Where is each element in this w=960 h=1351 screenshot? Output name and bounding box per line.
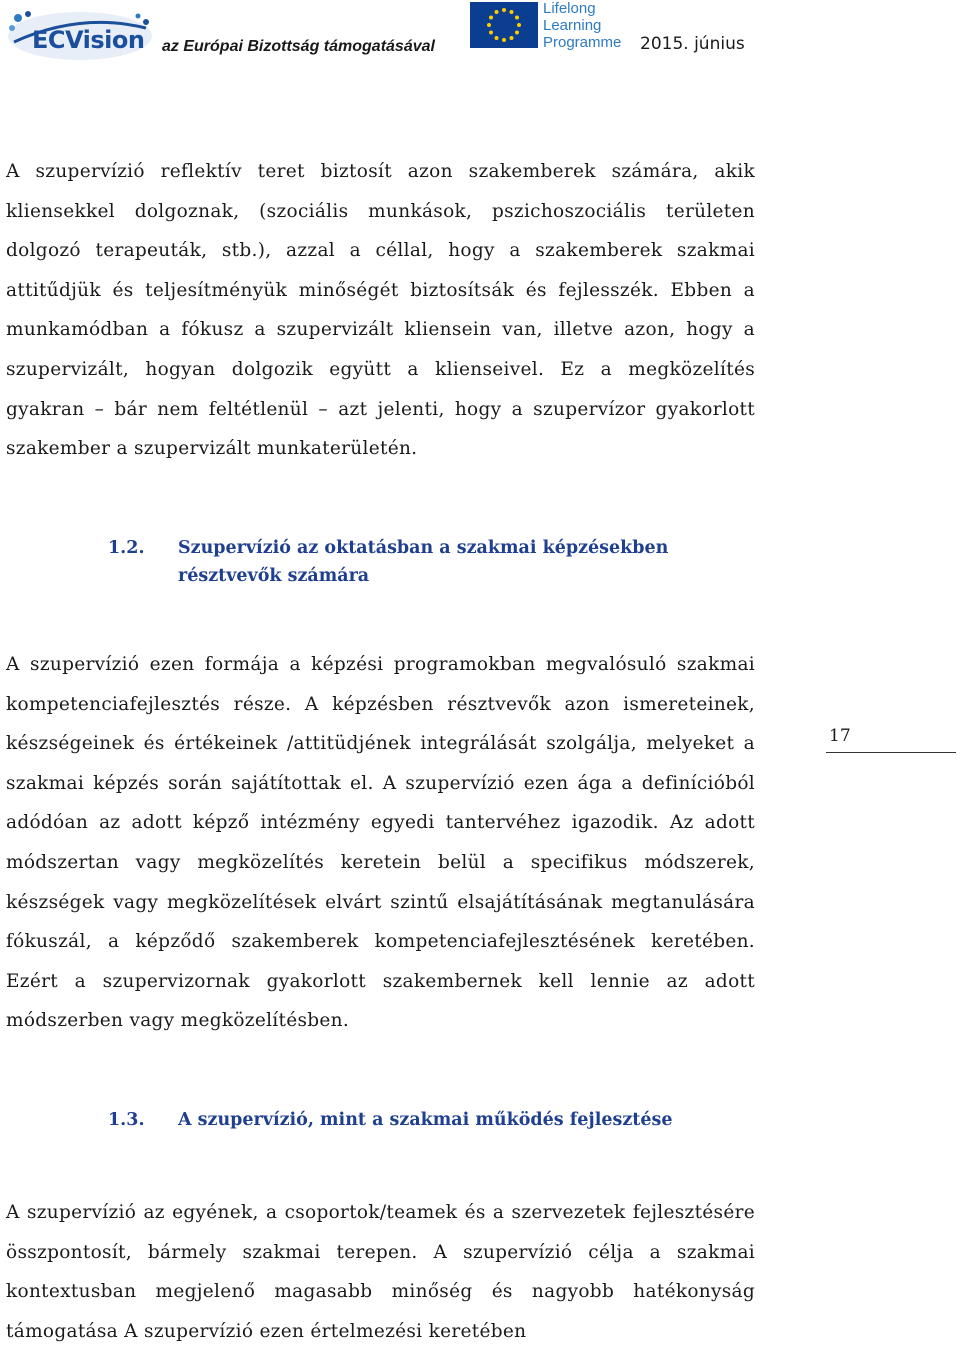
lifelong-learning-programme-logo [543, 0, 621, 51]
ecvision-logo-text: ECVision [32, 26, 145, 54]
section-title: A szupervízió, mint a szakmai működés fejlesztése [178, 1110, 673, 1130]
section-title: Szupervízió az oktatásban a szakmai képzésekben résztvevők számára [178, 538, 669, 586]
eu-flag-icon [470, 2, 538, 48]
paragraph-intro: A szupervízió reflektív teret biztosít azon szakemberek számára, akik kliensekkel dolgoznak, (szociális munkások, pszichoszociális területen dolgozó terapeuták, stb.), azzal a céllal, hogy a szakemberek szakmai attitűdjük és teljesítményük minőségét biztosítsák és fejlesszék. Ebben a munkamódban a fókusz a szupervizált kliensein van, illetve azon, hogy a szupervizált, hogyan dolgozik együtt a klienseivel. Ez a megközelítés gyakran – bár nem feltétlenül – azt jelenti, hogy a szupervízor gyakorlott szakember a szupervizált munkaterületén. [6, 161, 755, 460]
programme-line-1: Lifelong [543, 0, 596, 17]
section-number: 1.3. [108, 1110, 145, 1130]
eu-support-text: az Európai Bizottság támogatásával [162, 38, 435, 55]
header-date: 2015. június [640, 34, 745, 54]
paragraph-professional-development: A szupervízió az egyének, a csoportok/teamek és a szervezetek fejlesztésére összpontosít, bármely szakmai terepen. A szupervízió célja a szakmai kontextusban megjelenő magasabb minőség és nagyobb hatékonyság támogatása A szupervízió ezen értelmezési keretében [6, 1202, 755, 1342]
section-number: 1.2. [108, 538, 145, 558]
programme-line-2: Learning [543, 17, 602, 34]
page-number: 17 [829, 726, 851, 746]
section-heading-1-2 [108, 534, 728, 590]
programme-line-3: Programme [543, 34, 622, 51]
ecvision-logo [6, 8, 154, 62]
paragraph-education-supervision: A szupervízió ezen formája a képzési programokban megvalósuló szakmai kompetenciafejlesztés része. A képzésben résztvevők azon ismereteinek, készségeinek és értékeinek /attitüdjének integrálását szolgálja, melyeket a szakmai képzés során sajátítottak el. A szupervízió ezen ága a definícióból adódóan az adott képző intézmény egyedi tantervéhez igazodik. Az adott módszertan vagy megközelítés keretein belül a specifikus módszerek, készségek vagy megközelítések elvárt szintű elsajátításának megtanulására fókuszál, a képződő szakemberek kompetenciafejlesztésének keretében. Ezért a szupervizornak gyakorlott szakembernek kell lennie az adott módszerben vagy megközelítésben. [6, 654, 755, 1032]
section-heading-1-3 [108, 1106, 728, 1134]
page-number-rule [826, 752, 956, 753]
page-header [0, 0, 960, 70]
